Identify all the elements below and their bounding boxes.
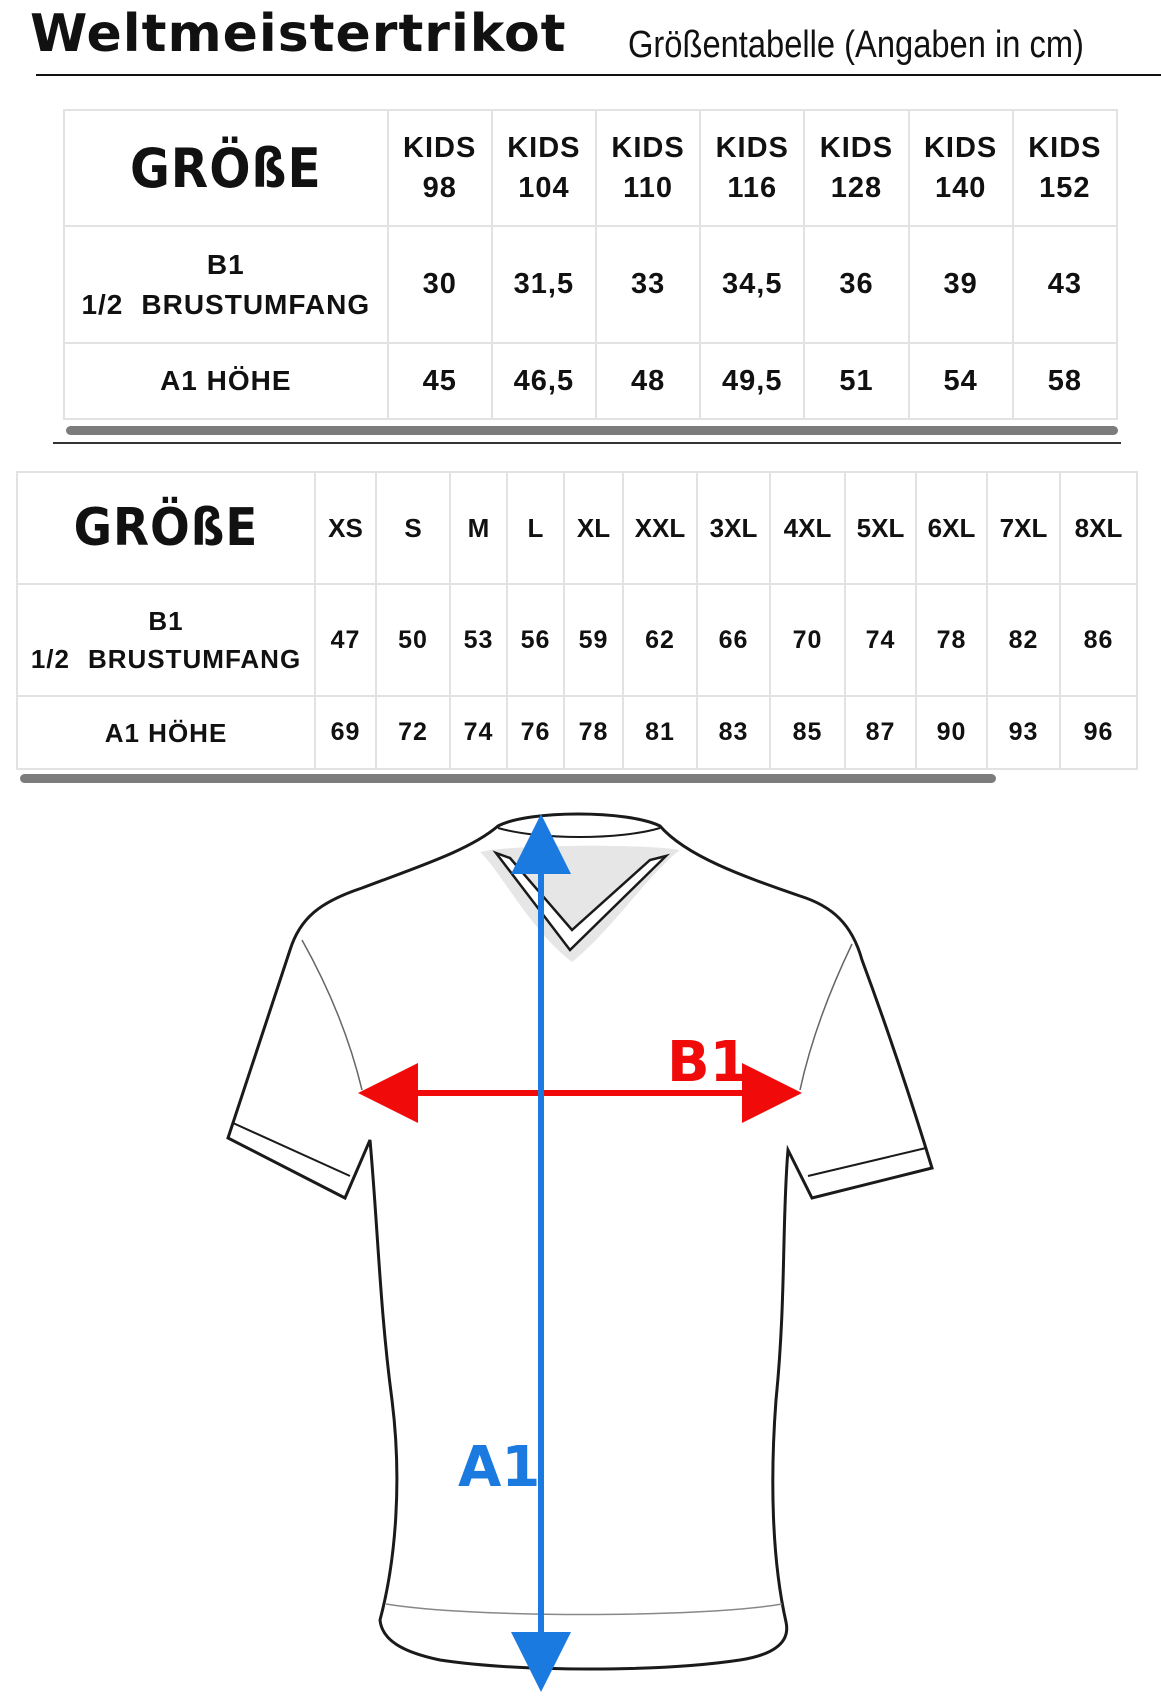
adult-header-row: [17, 472, 1137, 584]
table-cell: 58: [1013, 343, 1117, 419]
table-cell: 96: [1060, 696, 1137, 769]
table-cell: 81: [623, 696, 697, 769]
page-title: Weltmeistertrikot: [30, 4, 567, 64]
size-header-label: GRÖßE: [17, 472, 315, 584]
size-column-header: KIDS 116: [700, 110, 804, 226]
table-cell: 53: [450, 584, 507, 696]
table-cell: 47: [315, 584, 376, 696]
table-cell: 78: [564, 696, 623, 769]
table-cell: 76: [507, 696, 564, 769]
table-cell: 69: [315, 696, 376, 769]
table-cell: 34,5: [700, 226, 804, 343]
table-cell: 93: [987, 696, 1060, 769]
table-cell: 30: [388, 226, 492, 343]
table-cell: 86: [1060, 584, 1137, 696]
adult-height-row: [17, 696, 1137, 769]
adult-size-table: [16, 471, 1138, 770]
table-cell: 56: [507, 584, 564, 696]
kids-chest-row: [64, 226, 1117, 343]
shirt-measurement-diagram: [0, 800, 1161, 1700]
section-divider: [53, 442, 1121, 444]
size-column-header: KIDS 98: [388, 110, 492, 226]
table-cell: 83: [697, 696, 770, 769]
table-cell: 62: [623, 584, 697, 696]
table-cell: 82: [987, 584, 1060, 696]
table-cell: 33: [596, 226, 700, 343]
table-cell: 31,5: [492, 226, 596, 343]
table-cell: 74: [845, 584, 916, 696]
adult-chest-row: [17, 584, 1137, 696]
table-cell: 70: [770, 584, 845, 696]
size-column-header: M: [450, 472, 507, 584]
size-chart-subtitle: Größentabelle (Angaben in cm): [628, 24, 1084, 66]
table-cell: 90: [916, 696, 987, 769]
size-column-header: XL: [564, 472, 623, 584]
kids-height-row: [64, 343, 1117, 419]
size-column-header: 3XL: [697, 472, 770, 584]
chest-row-label: B1 1/2 BRUSTUMFANG: [17, 584, 315, 696]
height-row-label: A1 HÖHE: [17, 696, 315, 769]
table-cell: 50: [376, 584, 450, 696]
size-column-header: KIDS 104: [492, 110, 596, 226]
table-cell: 54: [909, 343, 1013, 419]
table-cell: 46,5: [492, 343, 596, 419]
height-row-label: A1 HÖHE: [64, 343, 388, 419]
table-cell: 72: [376, 696, 450, 769]
size-column-header: 8XL: [1060, 472, 1137, 584]
a1-label: A1: [458, 1435, 541, 1500]
table-cell: 51: [804, 343, 908, 419]
size-column-header: XS: [315, 472, 376, 584]
table-cell: 74: [450, 696, 507, 769]
size-column-header: S: [376, 472, 450, 584]
table-cell: 85: [770, 696, 845, 769]
table-cell: 45: [388, 343, 492, 419]
size-column-header: XXL: [623, 472, 697, 584]
table-cell: 43: [1013, 226, 1117, 343]
table-cell: 49,5: [700, 343, 804, 419]
size-column-header: 6XL: [916, 472, 987, 584]
size-column-header: KIDS 128: [804, 110, 908, 226]
table-cell: 36: [804, 226, 908, 343]
chest-row-label: B1 1/2 BRUSTUMFANG: [64, 226, 388, 343]
kids-size-table: [63, 109, 1118, 420]
size-column-header: KIDS 110: [596, 110, 700, 226]
table-cell: 78: [916, 584, 987, 696]
table-cell: 48: [596, 343, 700, 419]
size-column-header: 4XL: [770, 472, 845, 584]
table-cell: 59: [564, 584, 623, 696]
size-header-label: GRÖßE: [64, 110, 388, 226]
adult-table-underline-bar: [20, 774, 996, 783]
table-cell: 39: [909, 226, 1013, 343]
title-divider: [36, 74, 1161, 76]
table-cell: 87: [845, 696, 916, 769]
b1-label: B1: [667, 1030, 749, 1095]
table-cell: 66: [697, 584, 770, 696]
size-column-header: 7XL: [987, 472, 1060, 584]
size-column-header: KIDS 152: [1013, 110, 1117, 226]
size-column-header: L: [507, 472, 564, 584]
size-column-header: 5XL: [845, 472, 916, 584]
kids-table-underline-bar: [66, 426, 1118, 435]
kids-header-row: [64, 110, 1117, 226]
size-column-header: KIDS 140: [909, 110, 1013, 226]
